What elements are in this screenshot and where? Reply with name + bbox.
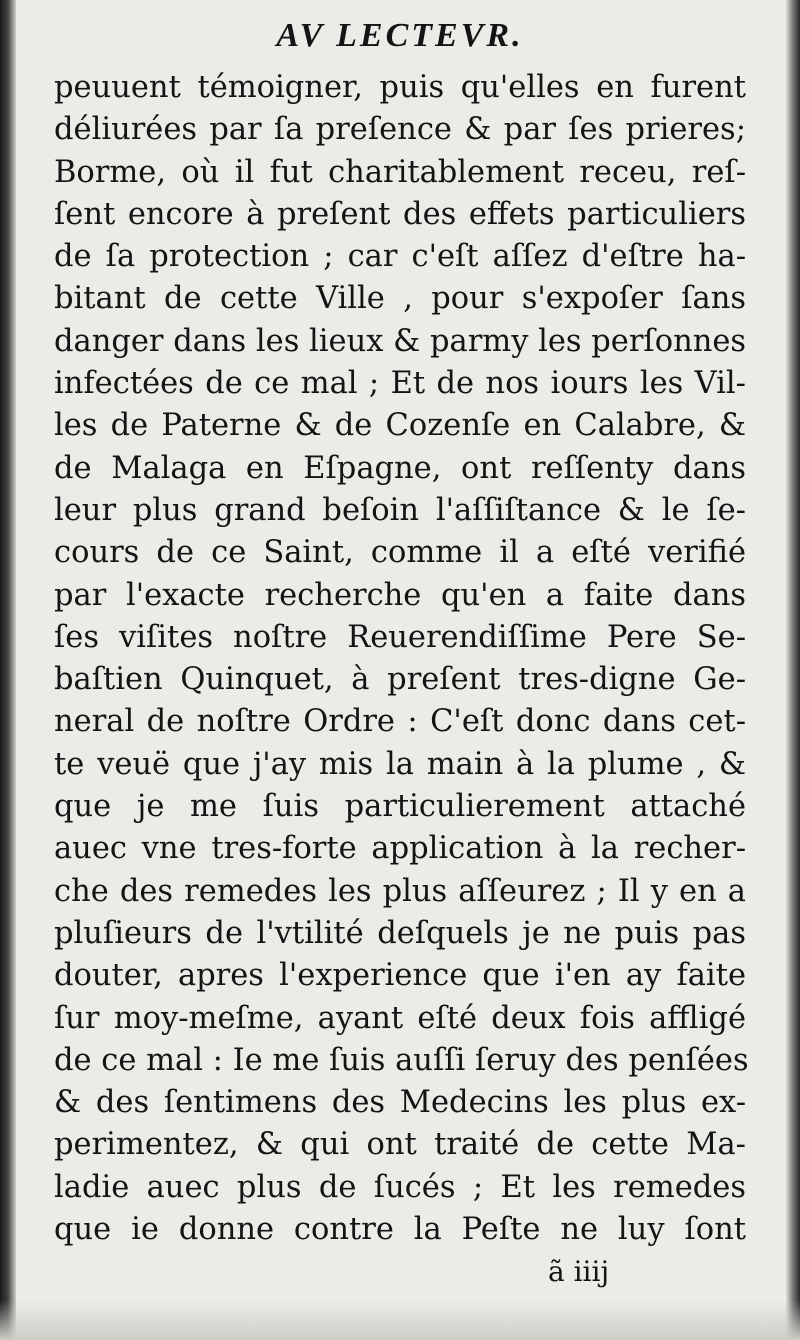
running-head: AV LECTEVR. [276,17,524,54]
text-line: Borme, où il fut charitablement receu, reſ- [54,154,746,190]
text-line: ſent encore à preſent des effets particuliers [54,196,746,232]
text-line: déliurées par ſa preſence & par ſes prieres; [54,112,746,148]
text-line: infectées de ce mal ; Et de nos iours les Vil- [54,366,746,402]
text-line: te veuë que j'ay mis la main à la plume , & [54,746,746,782]
body-text [54,67,749,1251]
text-line: auec vne tres-forte application à la recher- [54,831,746,867]
text-line: ſur moy-meſme, ayant eſté deux fois affligé [54,1000,746,1036]
text-line: neral de noſtre Ordre : C'eſt donc dans cet- [54,704,746,740]
text-line: que ie donne contre la Peſte ne luy ſont [54,1212,746,1248]
page-left-edge [0,0,16,1340]
text-line: danger dans les lieux & parmy les perſonnes [54,323,747,359]
text-line: ladie auec plus de ſucés ; Et les remedes [54,1169,746,1205]
text-line: de ce mal : Ie me ſuis auſſi ſeruy des penſées [54,1042,749,1078]
text-line: peuuent témoigner, puis qu'elles en furent [54,70,746,105]
text-line: baſtien Quinquet, à preſent tres-digne Ge- [54,662,746,698]
text-line: ſes viſites noſtre Reuerendiſſime Pere Se- [54,619,746,655]
text-line: par l'exacte recherche qu'en a faite dans [54,577,746,613]
page-right-edge [786,0,800,1340]
text-line: que je me ſuis particulierement attaché [54,789,746,825]
text-line: & des ſentimens des Medecins les plus ex- [54,1085,746,1121]
text-line: de ſa protection ; car c'eſt aſſez d'eſtre ha- [54,239,746,275]
text-line: perimentez, & qui ont traité de cette Ma- [54,1127,746,1163]
signature-mark: ã iiij [548,1255,610,1288]
text-line: de Malaga en Eſpagne, ont reſſenty dans [54,450,746,486]
text-line: cours de ce Saint, comme il a eſté verifié [54,535,746,571]
page-bottom-shade [0,1300,800,1340]
text-line: douter, apres l'experience que i'en ay faite [54,958,746,994]
text-line: bitant de cette Ville , pour s'expoſer ſans [54,281,746,317]
text-line: che des remedes les plus aſſeurez ; Il y en a [54,873,746,909]
text-line: pluſieurs de l'vtilité deſquels je ne puis pas [54,915,746,951]
text-line: leur plus grand beſoin l'aſſiſtance & le ſe- [54,492,746,528]
text-line: les de Paterne & de Cozenſe en Calabre, & [54,408,746,444]
